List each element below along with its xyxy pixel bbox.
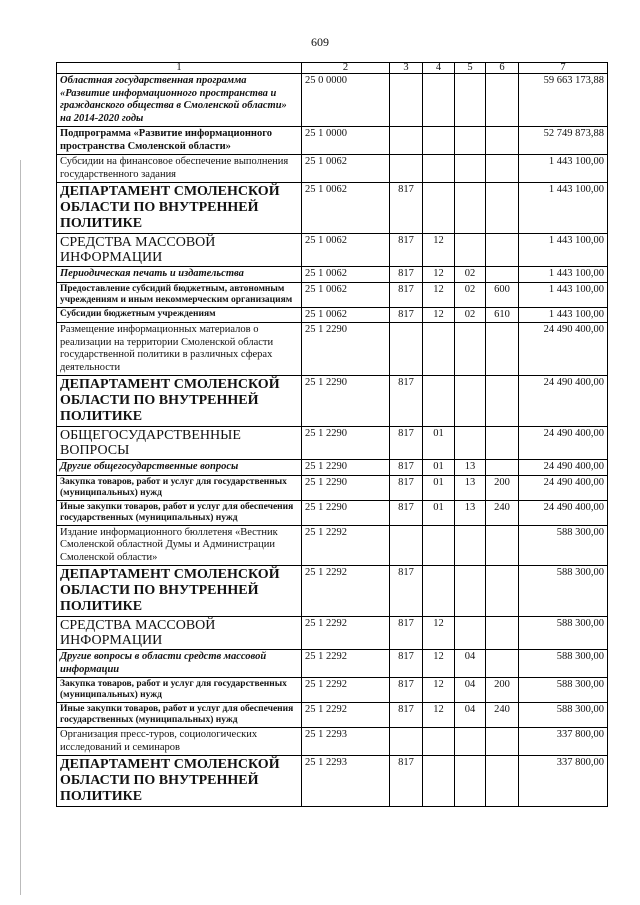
amount-cell: 1 443 100,00 [519,183,608,234]
expense-type-cell [486,427,519,460]
table-row [57,650,608,678]
column-header: 7 [519,63,608,74]
row-name-cell: Другие вопросы в области средств массовой информации [57,650,302,678]
subsection-code-cell [455,756,486,807]
table-row [57,234,608,267]
row-name-cell: Другие общегосударственные вопросы [57,460,302,476]
amount-cell: 24 490 400,00 [519,427,608,460]
section-code-cell: 12 [423,234,455,267]
subsection-code-cell [455,155,486,183]
target-code-cell: 25 1 2292 [302,678,390,703]
section-code-cell: 01 [423,460,455,476]
table-row [57,728,608,756]
target-code-cell: 25 1 0062 [302,282,390,307]
amount-cell: 588 300,00 [519,678,608,703]
table-row [57,267,608,283]
section-code-cell: 12 [423,282,455,307]
department-code-cell: 817 [390,703,423,728]
row-name-cell: ДЕПАРТАМЕНТ СМОЛЕНСКОЙ ОБЛАСТИ ПО ВНУТРЕННЕЙ ПОЛИТИКЕ [57,756,302,807]
row-name-cell: СРЕДСТВА МАССОВОЙ ИНФОРМАЦИИ [57,234,302,267]
table-row [57,155,608,183]
department-code-cell [390,127,423,155]
target-code-cell: 25 1 2292 [302,525,390,566]
department-code-cell: 817 [390,756,423,807]
amount-cell: 1 443 100,00 [519,267,608,283]
amount-cell: 1 443 100,00 [519,282,608,307]
row-name-cell: Иные закупки товаров, работ и услуг для обеспечения государственных (муниципальных) нужд [57,703,302,728]
section-code-cell: 12 [423,678,455,703]
row-name-cell: Периодическая печать и издательства [57,267,302,283]
subsection-code-cell: 02 [455,282,486,307]
page-number: 609 [311,35,329,49]
target-code-cell: 25 1 2290 [302,460,390,476]
target-code-cell: 25 1 2293 [302,756,390,807]
section-code-cell: 01 [423,500,455,525]
subsection-code-cell [455,127,486,155]
department-code-cell: 817 [390,475,423,500]
row-name-cell: ДЕПАРТАМЕНТ СМОЛЕНСКОЙ ОБЛАСТИ ПО ВНУТРЕННЕЙ ПОЛИТИКЕ [57,566,302,617]
department-code-cell [390,74,423,127]
amount-cell: 1 443 100,00 [519,307,608,323]
target-code-cell: 25 1 0000 [302,127,390,155]
row-name-cell: ДЕПАРТАМЕНТ СМОЛЕНСКОЙ ОБЛАСТИ ПО ВНУТРЕННЕЙ ПОЛИТИКЕ [57,376,302,427]
row-name-cell: ДЕПАРТАМЕНТ СМОЛЕНСКОЙ ОБЛАСТИ ПО ВНУТРЕННЕЙ ПОЛИТИКЕ [57,183,302,234]
row-name-cell: Областная государственная программа «Развитие информационного пространства и гражданского общества в Смоленской области» на 2014-2020 годы [57,74,302,127]
department-code-cell: 817 [390,500,423,525]
expense-type-cell [486,183,519,234]
target-code-cell: 25 1 0062 [302,183,390,234]
budget-table [56,62,608,807]
column-header: 2 [302,63,390,74]
amount-cell: 24 490 400,00 [519,460,608,476]
section-code-cell: 12 [423,617,455,650]
expense-type-cell [486,525,519,566]
section-code-cell: 12 [423,703,455,728]
section-code-cell: 01 [423,427,455,460]
expense-type-cell [486,155,519,183]
department-code-cell: 817 [390,650,423,678]
target-code-cell: 25 1 2290 [302,427,390,460]
table-row [57,617,608,650]
table-row [57,566,608,617]
column-header: 6 [486,63,519,74]
amount-cell: 337 800,00 [519,728,608,756]
section-code-cell [423,566,455,617]
expense-type-cell: 240 [486,500,519,525]
department-code-cell [390,155,423,183]
subsection-code-cell [455,617,486,650]
column-header: 5 [455,63,486,74]
subsection-code-cell: 02 [455,307,486,323]
subsection-code-cell [455,183,486,234]
department-code-cell: 817 [390,566,423,617]
subsection-code-cell: 13 [455,460,486,476]
table-row [57,74,608,127]
table-row [57,475,608,500]
row-name-cell: Размещение информационных материалов о реализации на территории Смоленской области государственной политики в различных сферах деятельности [57,323,302,376]
target-code-cell: 25 1 2290 [302,376,390,427]
department-code-cell: 817 [390,427,423,460]
section-code-cell: 12 [423,650,455,678]
section-code-cell: 12 [423,267,455,283]
amount-cell: 59 663 173,88 [519,74,608,127]
amount-cell: 588 300,00 [519,566,608,617]
row-name-cell: Закупка товаров, работ и услуг для государственных (муниципальных) нужд [57,475,302,500]
amount-cell: 337 800,00 [519,756,608,807]
subsection-code-cell: 04 [455,678,486,703]
section-code-cell [423,525,455,566]
table-row [57,307,608,323]
department-code-cell: 817 [390,460,423,476]
amount-cell: 24 490 400,00 [519,475,608,500]
row-name-cell: Закупка товаров, работ и услуг для государственных (муниципальных) нужд [57,678,302,703]
expense-type-cell [486,566,519,617]
amount-cell: 24 490 400,00 [519,323,608,376]
target-code-cell: 25 1 2290 [302,475,390,500]
subsection-code-cell [455,566,486,617]
subsection-code-cell: 13 [455,500,486,525]
department-code-cell: 817 [390,282,423,307]
row-name-cell: Организация пресс-туров, социологических исследований и семинаров [57,728,302,756]
department-code-cell: 817 [390,678,423,703]
table-row [57,678,608,703]
department-code-cell: 817 [390,267,423,283]
subsection-code-cell [455,376,486,427]
amount-cell: 588 300,00 [519,650,608,678]
row-name-cell: Подпрограмма «Развитие информационного пространства Смоленской области» [57,127,302,155]
row-name-cell: Иные закупки товаров, работ и услуг для обеспечения государственных (муниципальных) нужд [57,500,302,525]
subsection-code-cell: 04 [455,703,486,728]
department-code-cell: 817 [390,234,423,267]
target-code-cell: 25 1 2290 [302,323,390,376]
expense-type-cell [486,460,519,476]
table-row [57,500,608,525]
table-row [57,756,608,807]
subsection-code-cell [455,74,486,127]
expense-type-cell [486,234,519,267]
row-name-cell: Предоставление субсидий бюджетным, автономным учреждениям и иным некоммерческим организациям [57,282,302,307]
subsection-code-cell [455,728,486,756]
department-code-cell: 817 [390,307,423,323]
row-name-cell: Издание информационного бюллетеня «Вестник Смоленской областной Думы и Администрации Смоленской области» [57,525,302,566]
expense-type-cell [486,650,519,678]
target-code-cell: 25 1 2290 [302,500,390,525]
target-code-cell: 25 1 0062 [302,267,390,283]
expense-type-cell: 240 [486,703,519,728]
section-code-cell: 01 [423,475,455,500]
row-name-cell: Субсидии на финансовое обеспечение выполнения государственного задания [57,155,302,183]
expense-type-cell [486,756,519,807]
department-code-cell [390,525,423,566]
amount-cell: 1 443 100,00 [519,234,608,267]
section-code-cell [423,376,455,427]
expense-type-cell [486,617,519,650]
amount-cell: 24 490 400,00 [519,376,608,427]
column-header: 1 [57,63,302,74]
expense-type-cell: 600 [486,282,519,307]
department-code-cell: 817 [390,376,423,427]
expense-type-cell [486,267,519,283]
department-code-cell: 817 [390,617,423,650]
expense-type-cell [486,323,519,376]
table-row [57,127,608,155]
table-row [57,460,608,476]
target-code-cell: 25 1 0062 [302,234,390,267]
subsection-code-cell [455,427,486,460]
amount-cell: 588 300,00 [519,617,608,650]
section-code-cell: 12 [423,307,455,323]
department-code-cell: 817 [390,183,423,234]
table-row [57,427,608,460]
target-code-cell: 25 1 2293 [302,728,390,756]
target-code-cell: 25 1 0062 [302,307,390,323]
expense-type-cell: 200 [486,475,519,500]
expense-type-cell: 610 [486,307,519,323]
target-code-cell: 25 1 2292 [302,703,390,728]
subsection-code-cell: 13 [455,475,486,500]
amount-cell: 588 300,00 [519,703,608,728]
section-code-cell [423,756,455,807]
amount-cell: 52 749 873,88 [519,127,608,155]
target-code-cell: 25 1 2292 [302,566,390,617]
amount-cell: 24 490 400,00 [519,500,608,525]
department-code-cell [390,728,423,756]
margin-rule [20,160,21,895]
department-code-cell [390,323,423,376]
column-header: 3 [390,63,423,74]
target-code-cell: 25 0 0000 [302,74,390,127]
section-code-cell [423,74,455,127]
section-code-cell [423,183,455,234]
table-row [57,703,608,728]
subsection-code-cell: 02 [455,267,486,283]
subsection-code-cell [455,525,486,566]
expense-type-cell [486,74,519,127]
expense-type-cell [486,728,519,756]
target-code-cell: 25 1 0062 [302,155,390,183]
expense-type-cell: 200 [486,678,519,703]
table-row [57,376,608,427]
section-code-cell [423,155,455,183]
row-name-cell: ОБЩЕГОСУДАРСТВЕННЫЕ ВОПРОСЫ [57,427,302,460]
column-number-row [57,63,608,74]
subsection-code-cell: 04 [455,650,486,678]
row-name-cell: СРЕДСТВА МАССОВОЙ ИНФОРМАЦИИ [57,617,302,650]
subsection-code-cell [455,323,486,376]
section-code-cell [423,728,455,756]
subsection-code-cell [455,234,486,267]
target-code-cell: 25 1 2292 [302,650,390,678]
section-code-cell [423,127,455,155]
section-code-cell [423,323,455,376]
table-row [57,282,608,307]
expense-type-cell [486,376,519,427]
amount-cell: 1 443 100,00 [519,155,608,183]
table-row [57,525,608,566]
amount-cell: 588 300,00 [519,525,608,566]
target-code-cell: 25 1 2292 [302,617,390,650]
column-header: 4 [423,63,455,74]
expense-type-cell [486,127,519,155]
table-row [57,183,608,234]
table-row [57,323,608,376]
row-name-cell: Субсидии бюджетным учреждениям [57,307,302,323]
